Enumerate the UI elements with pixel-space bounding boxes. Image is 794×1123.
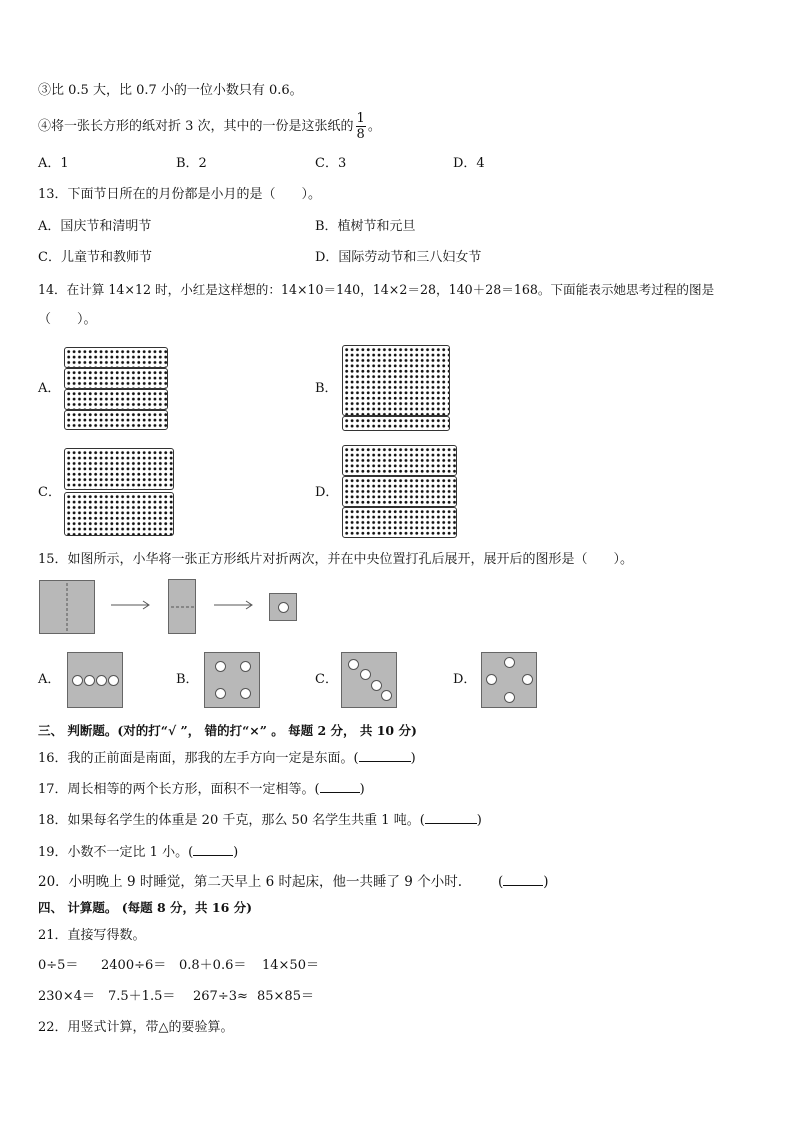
q13-option-c[interactable]: C．儿童节和教师节 — [38, 250, 152, 265]
q15-option-c-label[interactable]: C． — [315, 672, 338, 687]
dot-block — [342, 476, 457, 507]
q13-stem: 13．下面节日所在的月份都是小月的是（ ）。 — [38, 187, 322, 202]
hole-icon — [486, 674, 497, 685]
q13-option-d[interactable]: D．国际劳动节和三八妇女节 — [315, 250, 482, 265]
dot-block — [342, 445, 457, 476]
q15-stem: 15．如图所示，小华将一张正方形纸片对折两次，并在中央位置打孔后展开，展开后的图形是（ ）。 — [38, 552, 634, 567]
hole-icon — [215, 661, 226, 672]
q12-item4 — [38, 111, 381, 142]
judgment-17-close: ) — [359, 782, 365, 797]
dot-row-group — [64, 368, 168, 389]
judgment-17-text: 17．周长相等的两个长方形，面积不一定相等。( — [38, 782, 320, 797]
judgment-20-text: 20．小明晚上 9 时睡觉，第二天早上 6 时起床，他一共睡了 9 个小时. — [38, 874, 462, 890]
section3-title: 三、 判断题。(对的打“√ ”， 错的打“×” 。 每题 2 分， 共 10 分) — [38, 723, 417, 738]
judgment-19 — [38, 843, 238, 862]
q14-option-c-label[interactable]: C． — [38, 485, 61, 500]
q15-option-c-figure[interactable] — [341, 652, 397, 708]
q12-option-d[interactable]: D．4 — [453, 156, 485, 171]
q15-option-b-label[interactable]: B． — [176, 672, 199, 687]
q14-stem-line2: （ ）。 — [38, 312, 97, 327]
q12-item4-text: ④将一张长方形的纸对折 3 次，其中的一份是这张纸的 — [38, 119, 354, 134]
fold-line-icon — [169, 580, 197, 635]
hole-icon — [84, 675, 95, 686]
q14-stem-line1: 14．在计算 14×12 时，小红是这样想的：14×10＝140，14×2＝28，140＋28＝168。下面能表示她思考过程的图是 — [38, 282, 715, 297]
hole-icon — [371, 680, 382, 691]
dot-block — [342, 507, 457, 538]
hole-icon — [72, 675, 83, 686]
calc-item: 7.5＋1.5＝ — [108, 989, 176, 1004]
q14-option-d-label[interactable]: D． — [315, 485, 339, 500]
q15-option-d-label[interactable]: D． — [453, 672, 477, 687]
arrow-right-icon — [213, 600, 255, 610]
section4-title: 四、 计算题。 (每题 8 分，共 16 分) — [38, 900, 253, 915]
judgment-18 — [38, 811, 482, 830]
q13-option-a[interactable]: A．国庆节和清明节 — [38, 219, 152, 234]
answer-blank-19[interactable] — [193, 843, 233, 856]
judgment-16-text: 16．我的正前面是南面，那我的左手方向一定是东面。( — [38, 751, 359, 766]
q12-option-b[interactable]: B．2 — [176, 156, 207, 171]
calc-item: 2400÷6＝ — [101, 958, 167, 973]
judgment-16-close: ) — [410, 751, 416, 766]
q22-stem: 22．用竖式计算，带△的要验算。 — [38, 1020, 234, 1035]
fold-line-icon — [40, 581, 96, 635]
judgment-20-open: ( — [497, 874, 504, 890]
dot-row-group — [64, 410, 168, 430]
q15-option-a-label[interactable]: A． — [38, 672, 61, 687]
hole-icon — [522, 674, 533, 685]
judgment-20-close: ) — [543, 874, 549, 890]
judgment-19-text: 19．小数不一定比 1 小。( — [38, 845, 194, 860]
hole-icon — [108, 675, 119, 686]
paper-square — [39, 580, 95, 634]
q12-option-a[interactable]: A．1 — [38, 156, 69, 171]
q14-option-b-label[interactable]: B． — [315, 381, 338, 396]
dot-block-large — [342, 345, 450, 416]
dot-block — [64, 492, 174, 536]
q15-option-a-figure[interactable] — [67, 652, 123, 708]
q13-option-b[interactable]: B．植树节和元旦 — [315, 219, 416, 234]
hole-icon — [215, 688, 226, 699]
q12-item3: ③比 0.5 大，比 0.7 小的一位小数只有 0.6。 — [38, 83, 303, 98]
calc-item: 14×50＝ — [262, 958, 319, 973]
q15-option-d-figure[interactable] — [481, 652, 537, 708]
hole-icon — [348, 659, 359, 670]
answer-blank-20[interactable] — [503, 873, 543, 886]
answer-blank-18[interactable] — [425, 811, 477, 824]
hole-icon — [360, 669, 371, 680]
calc-item: 230×4＝ — [38, 989, 95, 1004]
q15-option-b-figure[interactable] — [204, 652, 260, 708]
fraction-one-eighth — [356, 111, 366, 142]
dot-block-small — [342, 416, 450, 431]
hole-icon — [504, 657, 515, 668]
answer-blank-17[interactable] — [320, 780, 360, 793]
fraction-denominator: 8 — [356, 127, 365, 142]
answer-blank-16[interactable] — [359, 749, 411, 762]
judgment-18-close: ) — [476, 813, 482, 828]
q12-item4-end: 。 — [367, 119, 381, 134]
dot-block — [64, 448, 174, 490]
hole-icon — [240, 688, 251, 699]
calc-item: 85×85＝ — [257, 989, 314, 1004]
calc-item: 0÷5＝ — [38, 958, 79, 973]
hole-icon — [381, 690, 392, 701]
dot-row-group — [64, 347, 168, 368]
hole-icon — [240, 661, 251, 672]
calc-item: 267÷3≈ — [193, 989, 248, 1004]
dot-row-group — [64, 389, 168, 410]
q12-option-c[interactable]: C．3 — [315, 156, 347, 171]
punched-hole-icon — [278, 602, 289, 613]
judgment-16 — [38, 749, 416, 768]
paper-folded-once — [168, 579, 196, 634]
judgment-17 — [38, 780, 365, 799]
calc-item: 0.8＋0.6＝ — [179, 958, 247, 973]
q21-stem: 21．直接写得数。 — [38, 928, 146, 943]
judgment-19-close: ) — [233, 845, 239, 860]
fraction-numerator: 1 — [356, 111, 365, 126]
hole-icon — [504, 692, 515, 703]
arrow-right-icon — [110, 600, 152, 610]
judgment-20 — [38, 873, 549, 891]
hole-icon — [96, 675, 107, 686]
paper-folded-twice — [269, 593, 297, 621]
q14-option-a-label[interactable]: A． — [38, 381, 61, 396]
judgment-18-text: 18．如果每名学生的体重是 20 千克，那么 50 名学生共重 1 吨。( — [38, 813, 425, 828]
